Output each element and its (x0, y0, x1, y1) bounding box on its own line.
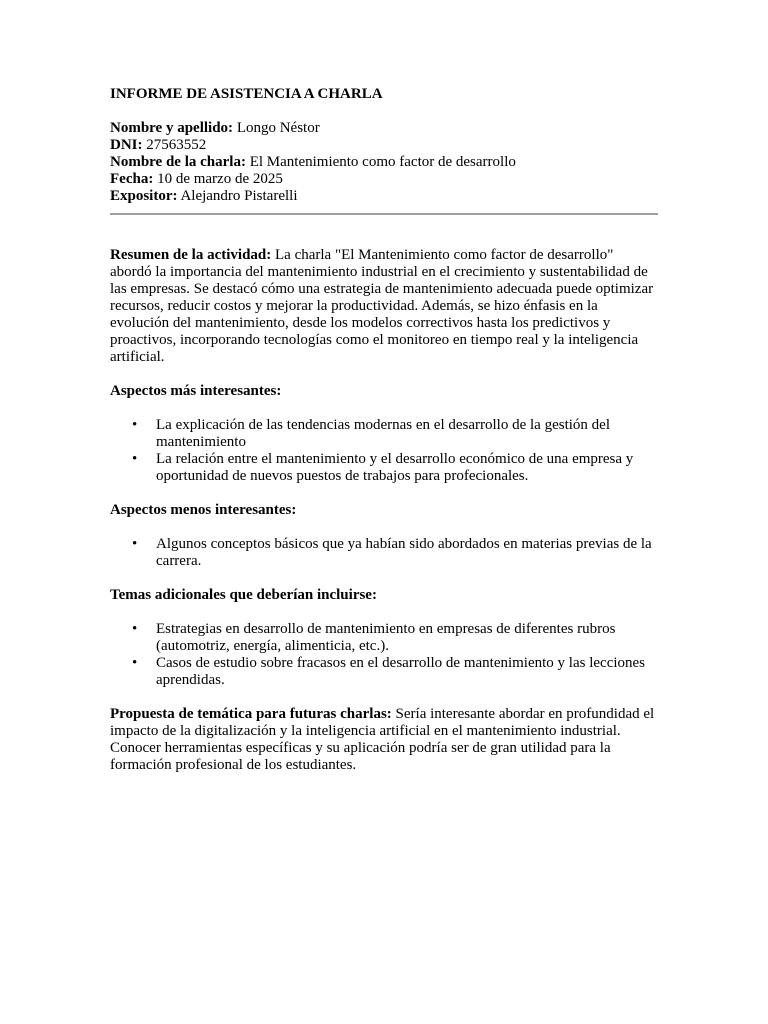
meta-talk-name-label: Nombre de la charla: (110, 154, 246, 170)
summary-text: La charla "El Mantenimiento como factor de desarrollo" abordó la importancia del mantenimiento industrial en el crecimiento y sustentabilidad de las empresas. Se destacó cómo una estrategia de mantenimiento adecuada puede optimizar recursos, reducir costos y mejorar la productividad. Además, se hizo énfasis en la evolución del mantenimiento, desde los modelos correctivos hasta los predictivos y proactivos, incorporando tecnologías como el monitoreo en tiempo real y la inteligencia artificial. (110, 247, 654, 365)
meta-name-value: Longo Néstor (236, 120, 320, 136)
horizontal-divider (110, 213, 658, 215)
list-item (110, 655, 658, 689)
meta-speaker-label: Expositor: (110, 188, 178, 204)
meta-name-label: Nombre y apellido: (110, 120, 234, 136)
meta-dni-label: DNI: (110, 137, 143, 153)
list-item (110, 536, 658, 570)
meta-speaker-value: Alejandro Pistarelli (180, 188, 298, 204)
most-interesting-list (110, 417, 658, 485)
document-page (110, 86, 658, 774)
bullet-icon: • (132, 621, 138, 637)
summary-paragraph (110, 247, 658, 366)
least-interesting-list (110, 536, 658, 570)
meta-date-label: Fecha: (110, 171, 154, 187)
proposal-label: Propuesta de temática para futuras charlas: (110, 706, 392, 722)
additional-topics-heading: Temas adicionales que deberían incluirse: (110, 587, 377, 603)
list-item (110, 417, 658, 451)
meta-dni-value: 27563552 (146, 137, 207, 153)
bullet-icon: • (132, 451, 138, 467)
least-interesting-heading: Aspectos menos interesantes: (110, 502, 297, 518)
report-meta (110, 120, 658, 205)
proposal-paragraph (110, 706, 658, 774)
additional-topics-list (110, 621, 658, 689)
list-item-text: La explicación de las tendencias modernas en el desarrollo de la gestión del mantenimiento (156, 417, 610, 450)
bullet-icon: • (132, 655, 138, 671)
proposal-text: Sería interesante abordar en profundidad el impacto de la digitalización y la inteligencia artificial en el mantenimiento industrial. Conocer herramientas específicas y su aplicación podría ser de gran utilidad para la formación profesional de los estudiantes. (110, 706, 655, 773)
bullet-icon: • (132, 417, 138, 433)
meta-talk-name-value: El Mantenimiento como factor de desarrollo (249, 154, 516, 170)
list-item (110, 621, 658, 655)
list-item-text: Estrategias en desarrollo de mantenimiento en empresas de diferentes rubros (automotriz, energía, alimenticia, etc.). (156, 621, 616, 654)
list-item-text: Casos de estudio sobre fracasos en el desarrollo de mantenimiento y las lecciones aprendidas. (156, 655, 646, 688)
meta-speaker (110, 188, 658, 205)
report-title: INFORME DE ASISTENCIA A CHARLA (110, 86, 383, 102)
summary-label: Resumen de la actividad: (110, 247, 272, 263)
bullet-icon: • (132, 536, 138, 552)
meta-date-value: 10 de marzo de 2025 (157, 171, 283, 187)
meta-talk-name (110, 154, 658, 171)
list-item-text: Algunos conceptos básicos que ya habían sido abordados en materias previas de la carrera. (156, 536, 652, 569)
meta-name (110, 120, 658, 137)
list-item-text: La relación entre el mantenimiento y el desarrollo económico de una empresa y oportunidad de nuevos puestos de trabajos para profecionales. (156, 451, 634, 484)
most-interesting-heading: Aspectos más interesantes: (110, 383, 282, 399)
meta-date (110, 171, 658, 188)
meta-dni (110, 137, 658, 154)
list-item (110, 451, 658, 485)
